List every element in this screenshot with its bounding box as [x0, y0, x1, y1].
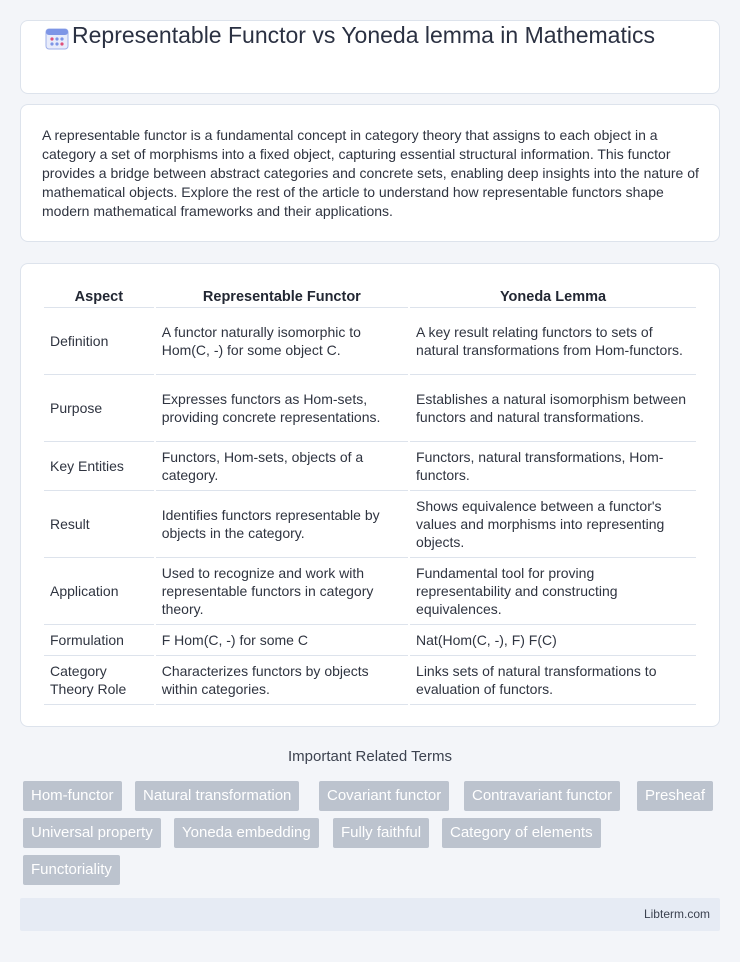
cell-aspect: Definition [44, 308, 154, 375]
footer [20, 898, 720, 931]
related-terms-title: Important Related Terms [288, 748, 452, 765]
table-row [44, 656, 696, 705]
intro-card [20, 104, 720, 242]
tag-contravariant-functor[interactable]: Contravariant functor [464, 781, 620, 811]
cell-aspect: Application [44, 558, 154, 625]
cell-yoneda: Shows equivalence between a functor's values and morphisms into representing objects. [410, 491, 696, 558]
table-row [44, 625, 696, 656]
cell-yoneda: Nat(Hom(C, -), F) F(C) [410, 625, 696, 656]
cell-aspect: Result [44, 491, 154, 558]
cell-yoneda: Functors, natural transformations, Hom-functors. [410, 442, 696, 491]
tag-presheaf[interactable]: Presheaf [637, 781, 713, 811]
cell-yoneda: Links sets of natural transformations to evaluation of functors. [410, 656, 696, 705]
header-aspect: Aspect [44, 286, 154, 308]
table-row [44, 442, 696, 491]
header-representable-functor: Representable Functor [156, 286, 408, 308]
table-row [44, 375, 696, 442]
cell-representable: Used to recognize and work with representable functors in category theory. [156, 558, 408, 625]
tag-covariant-functor[interactable]: Covariant functor [319, 781, 449, 811]
tag-yoneda-embedding[interactable]: Yoneda embedding [174, 818, 319, 848]
comparison-card [20, 263, 720, 727]
cell-aspect: Category Theory Role [44, 656, 154, 705]
table-header-row [44, 286, 696, 308]
cell-representable: A functor naturally isomorphic to Hom(C, -) for some object C. [156, 308, 408, 375]
calendar-grid-icon [44, 25, 70, 51]
tag-functoriality[interactable]: Functoriality [23, 855, 120, 885]
cell-representable: Functors, Hom-sets, objects of a category. [156, 442, 408, 491]
cell-yoneda: Establishes a natural isomorphism between functors and natural transformations. [410, 375, 696, 442]
cell-aspect: Purpose [44, 375, 154, 442]
cell-yoneda: Fundamental tool for proving representability and constructing equivalences. [410, 558, 696, 625]
table-row [44, 308, 696, 375]
cell-representable: Expresses functors as Hom-sets, providing concrete representations. [156, 375, 408, 442]
tag-category-of-elements[interactable]: Category of elements [442, 818, 601, 848]
table-row [44, 558, 696, 625]
table-row [44, 491, 696, 558]
intro-paragraph: A representable functor is a fundamental concept in category theory that assigns to each object in a category a set of morphisms into a fixed object, capturing essential structural information. This functor provides a bridge between abstract categories and concrete sets, enabling deep insights into the nature of mathematical objects. Explore the rest of the article to understand how representable functors shape modern mathematical frameworks and their applications. [42, 127, 699, 219]
tag-hom-functor[interactable]: Hom-functor [23, 781, 122, 811]
cell-representable: F Hom(C, -) for some C [156, 625, 408, 656]
cell-representable: Characterizes functors by objects within categories. [156, 656, 408, 705]
header-yoneda-lemma: Yoneda Lemma [410, 286, 696, 308]
tag-fully-faithful[interactable]: Fully faithful [333, 818, 429, 848]
cell-aspect: Formulation [44, 625, 154, 656]
footer-site-link[interactable]: Libterm.com [643, 907, 710, 921]
comparison-table [42, 286, 698, 705]
tag-natural-transformation[interactable]: Natural transformation [135, 781, 299, 811]
page-title: Representable Functor vs Yoneda lemma in Mathematics [72, 22, 655, 48]
tag-universal-property[interactable]: Universal property [23, 818, 161, 848]
cell-yoneda: A key result relating functors to sets of natural transformations from Hom-functors. [410, 308, 696, 375]
cell-aspect: Key Entities [44, 442, 154, 491]
cell-representable: Identifies functors representable by objects in the category. [156, 491, 408, 558]
